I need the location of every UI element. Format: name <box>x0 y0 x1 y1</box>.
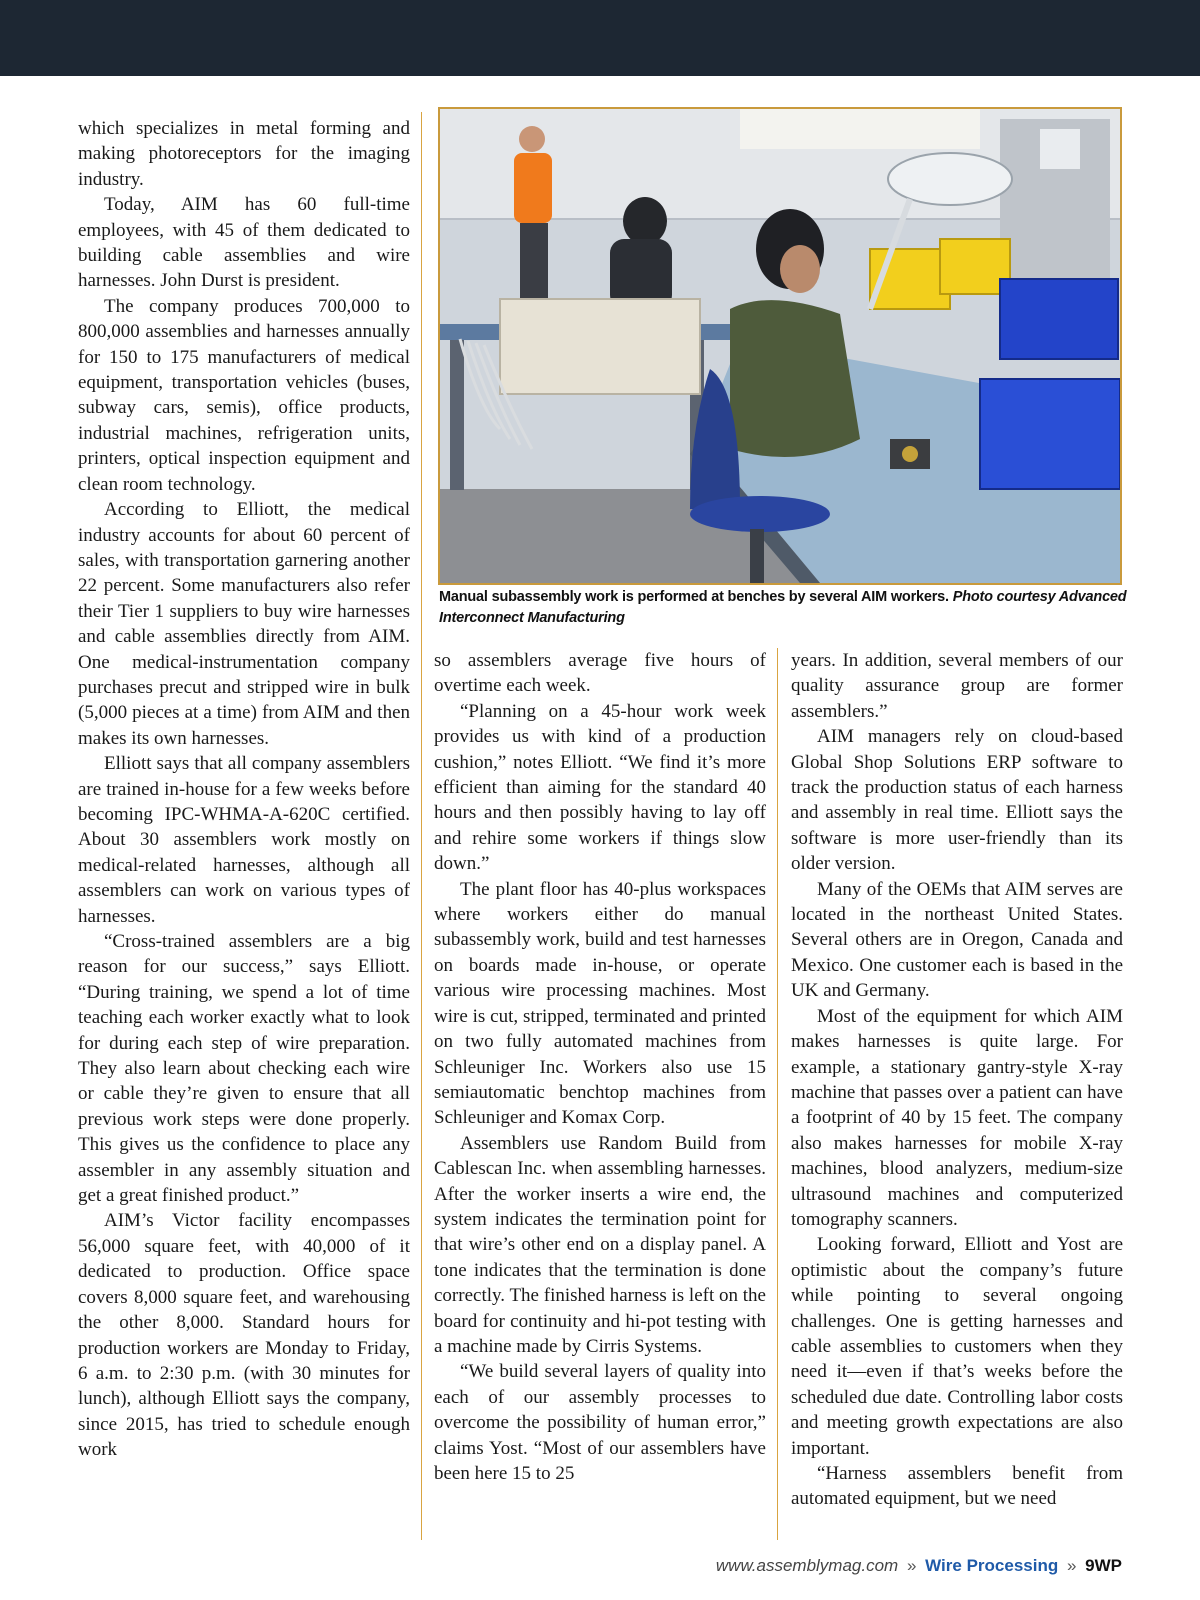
footer-separator: » <box>906 1556 917 1575</box>
top-banner <box>0 0 1200 76</box>
paragraph: Looking forward, Elliott and Yost are optimistic about the company’s future while pointing to several ongoing challenges. One is getting harnesses and cable assemblies to customers when they need it—even if that’s weeks before the scheduled due date. Controlling labor costs and meeting growth expectations are also important. <box>791 1234 1123 1459</box>
paragraph: so assemblers average five hours of overtime each week. <box>434 650 766 697</box>
paragraph: Many of the OEMs that AIM serves are located in the northeast United States. Several others are in Oregon, Canada and Mexico. One customer each is based in the UK and Germany. <box>791 878 1123 1002</box>
column-divider <box>421 112 422 1540</box>
paragraph: years. In addition, several members of our quality assurance group are former assemblers.” <box>791 650 1123 722</box>
paragraph: AIM managers rely on cloud-based Global Shop Solutions ERP software to track the production status of each harness and assembly in real time. Elliott says the software is more user-friendly than its older version. <box>791 726 1123 875</box>
footer-url[interactable]: www.assemblymag.com <box>715 1556 899 1575</box>
paragraph: According to Elliott, the medical industry accounts for about 60 percent of sales, with transportation garnering another 22 percent. Some manufacturers also refer their Tier 1 suppliers to buy wire harnesses and cable assemblies directly from AIM. One medical-instrumentation company purchases precut and stripped wire in bulk (5,000 pieces at a time) from AIM and then makes its own harnesses. <box>78 499 410 749</box>
column-divider <box>777 648 778 1540</box>
article-column-2 <box>434 648 766 1486</box>
paragraph: The plant floor has 40-plus workspaces where workers either do manual subassembly work, build and test harnesses on boards made in-house, or operate various wire processing machines. Most wire is cut, stripped, terminated and printed on two fully automated machines from Schleuniger Inc. Workers also use 15 semiautomatic benchtop machines from Schleuniger and Komax Corp. <box>434 878 766 1129</box>
paragraph: Today, AIM has 60 full-time employees, with 45 of them dedicated to building cable assemblies and wire harnesses. John Durst is president. <box>78 194 410 292</box>
photo-credit: Photo courtesy Advanced Interconnect Manufacturing <box>439 589 1127 626</box>
paragraph: Elliott says that all company assemblers are trained in-house for a few weeks before becoming IPC-WHMA-A-620C certified. About 30 assemblers work mostly on medical-related harnesses, although all assemblers can work on various types of harnesses. <box>78 753 410 927</box>
footer-separator: » <box>1066 1556 1077 1575</box>
footer-section: Wire Processing <box>925 1556 1059 1575</box>
article-column-1 <box>78 116 410 1463</box>
caption-text: Manual subassembly work is performed at benches by several AIM workers. <box>439 589 949 605</box>
paragraph: “Cross-trained assemblers are a big reason for our success,” says Elliott. “During training, we spend a lot of time teaching each worker exactly what to look for during each step of wire preparation. They also learn about checking each wire or cable they’re given to ensure that all previous work steps were done properly. This gives us the confidence to place any assembler in any assembly situation and get a great finished product.” <box>78 931 410 1207</box>
photo-illustration <box>440 109 1120 583</box>
paragraph: which specializes in metal forming and making photoreceptors for the imaging industry. <box>78 118 410 190</box>
paragraph: “Harness assemblers benefit from automated equipment, but we need <box>791 1463 1123 1510</box>
paragraph: Assemblers use Random Build from Cablescan Inc. when assembling harnesses. After the worker inserts a wire end, the system indicates the termination point for that wire’s other end on a display panel. A tone indicates that the termination is done correctly. The finished harness is left on the board for continuity and hi-pot testing with a machine made by Cirris Systems. <box>434 1132 766 1357</box>
page-footer <box>716 1556 1122 1576</box>
paragraph: The company produces 700,000 to 800,000 assemblies and harnesses annually for 150 to 175 manufacturers of medical equipment, transportation vehicles (buses, subway cars, semis), office products, industrial machines, refrigeration units, printers, optical inspection equipment and clean room technology. <box>78 295 410 495</box>
paragraph: AIM’s Victor facility encompasses 56,000 square feet, with 40,000 of it dedicated to production. Office space covers 8,000 square feet, and warehousing the other 8,000. Standard hours for production workers are Monday to Friday, 6 a.m. to 2:30 p.m. (with 30 minutes for lunch), although Elliott says the company, since 2015, has tried to schedule enough work <box>78 1210 410 1461</box>
paragraph: Most of the equipment for which AIM makes harnesses is quite large. For example, a stationary gantry-style X-ray machine that passes over a patient can have a footprint of 40 by 15 feet. The company also makes harnesses for mobile X-ray machines, blood analyzers, medium-size ultrasound machines and computerized tomography scanners. <box>791 1005 1123 1230</box>
factory-photo <box>438 107 1122 585</box>
page-number: 9WP <box>1085 1556 1122 1575</box>
paragraph: “Planning on a 45-hour work week provides us with kind of a production cushion,” notes Elliott. “We find it’s more efficient than aiming for the standard 40 hours and then possibly having to lay off and rehire some workers if things slow down.” <box>434 700 766 875</box>
paragraph: “We build several layers of quality into each of our assembly processes to overcome the possibility of human error,” claims Yost. “Most of our assemblers have been here 15 to 25 <box>434 1361 766 1484</box>
article-column-3 <box>791 648 1123 1512</box>
photo-caption <box>439 587 1129 629</box>
